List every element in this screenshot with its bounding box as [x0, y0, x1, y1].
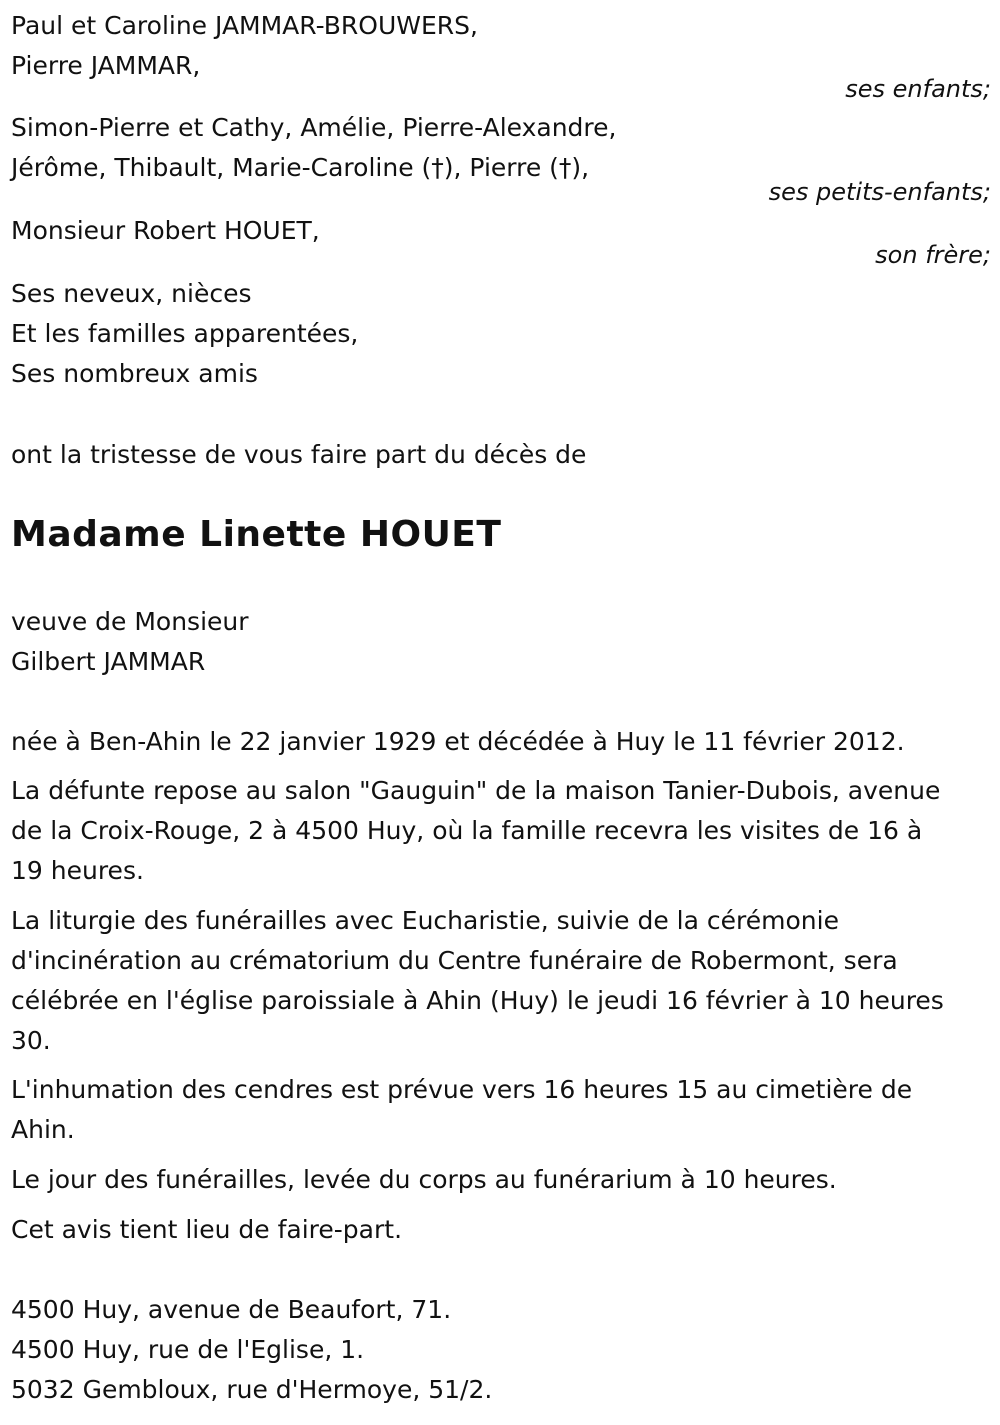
- levee-line: Le jour des funérailles, levée du corps au funérarium à 10 heures.: [11, 1165, 837, 1194]
- inhumation-line-2: Ahin.: [11, 1115, 75, 1144]
- birth-death: née à Ben-Ahin le 22 janvier 1929 et décédée à Huy le 11 février 2012.: [11, 727, 905, 756]
- brother-role: son frère;: [875, 241, 991, 269]
- liturgy-line-4: 30.: [11, 1026, 51, 1055]
- notice-line: Cet avis tient lieu de faire-part.: [11, 1215, 403, 1244]
- address-3: 5032 Gembloux, rue d'Hermoye, 51/2.: [11, 1375, 493, 1404]
- others-line-2: Et les familles apparentées,: [11, 319, 359, 348]
- brother-line: Monsieur Robert HOUET,: [11, 216, 320, 245]
- grandchildren-line-1: Simon-Pierre et Cathy, Amélie, Pierre-Alexandre,: [11, 113, 617, 142]
- liturgy-line-1: La liturgie des funérailles avec Eucharistie, suivie de la cérémonie: [11, 906, 839, 935]
- deceased-name: Madame Linette HOUET: [11, 514, 502, 555]
- children-line-2: Pierre JAMMAR,: [11, 51, 201, 80]
- announcement: ont la tristesse de vous faire part du décès de: [11, 440, 587, 469]
- repose-line-1: La défunte repose au salon "Gauguin" de la maison Tanier-Dubois, avenue: [11, 776, 941, 805]
- inhumation-line-1: L'inhumation des cendres est prévue vers 16 heures 15 au cimetière de: [11, 1075, 913, 1104]
- spouse-line-2: Gilbert JAMMAR: [11, 647, 206, 676]
- others-line-1: Ses neveux, nièces: [11, 279, 252, 308]
- children-role: ses enfants;: [845, 75, 991, 103]
- others-line-3: Ses nombreux amis: [11, 359, 258, 388]
- children-line-1: Paul et Caroline JAMMAR-BROUWERS,: [11, 11, 478, 40]
- liturgy-line-3: célébrée en l'église paroissiale à Ahin (Huy) le jeudi 16 février à 10 heures: [11, 986, 944, 1015]
- spouse-line-1: veuve de Monsieur: [11, 607, 249, 636]
- repose-line-3: 19 heures.: [11, 856, 144, 885]
- address-1: 4500 Huy, avenue de Beaufort, 71.: [11, 1295, 452, 1324]
- grandchildren-role: ses petits-enfants;: [768, 178, 991, 206]
- grandchildren-line-2: Jérôme, Thibault, Marie-Caroline (†), Pierre (†),: [11, 153, 590, 182]
- repose-line-2: de la Croix-Rouge, 2 à 4500 Huy, où la famille recevra les visites de 16 à: [11, 816, 923, 845]
- address-2: 4500 Huy, rue de l'Eglise, 1.: [11, 1335, 365, 1364]
- liturgy-line-2: d'incinération au crématorium du Centre funéraire de Robermont, sera: [11, 946, 898, 975]
